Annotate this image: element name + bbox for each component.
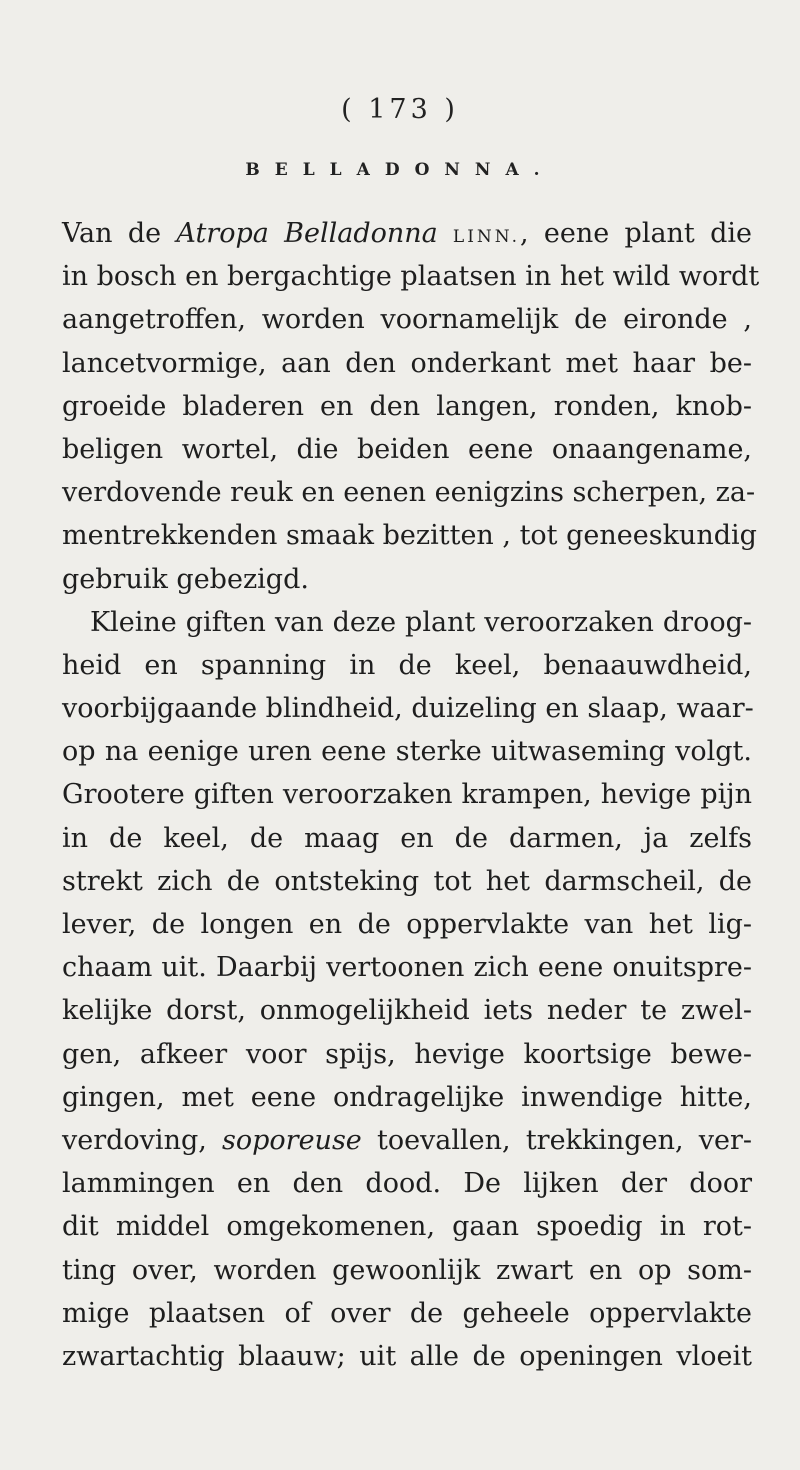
text-line: chaam uit. Daarbij vertoonen zich eene onuitspre-: [62, 952, 752, 984]
text-line: gingen, met eene ondragelijke inwendige hitte,: [62, 1081, 752, 1113]
text-line: Grootere giften veroorzaken krampen, hevige pijn: [62, 779, 752, 811]
text-line: dit middel omgekomenen, gaan spoedig in rot-: [62, 1211, 752, 1243]
text-line: zwartachtig blaauw; uit alle de openingen vloeit: [62, 1340, 752, 1372]
text-line: in bosch en bergachtige plaatsen in het wild wordt: [62, 261, 760, 293]
text-line: mentrekkenden smaak bezitten , tot geneeskundig: [62, 520, 757, 552]
text-line: heid en spanning in de keel, benaauwdheid,: [62, 649, 752, 681]
text-line: Kleine giften van deze plant veroorzaken droog-: [90, 606, 752, 638]
text-line: groeide bladeren en den langen, ronden, knob-: [62, 390, 752, 422]
text-line: gebruik gebezigd.: [62, 563, 309, 595]
text-line: mige plaatsen of over de geheele oppervlakte: [62, 1297, 752, 1329]
text-line: lever, de longen en de oppervlakte van het lig-: [62, 909, 752, 940]
text-line: voorbijgaande blindheid, duizeling en slaap, waar-: [62, 693, 754, 725]
text-line: gen, afkeer voor spijs, hevige koortsige bewe-: [62, 1038, 752, 1070]
section-heading: BELLADONNA.: [245, 160, 555, 180]
italic-term: soporeuse: [222, 1124, 362, 1156]
author-abbrev: LINN.: [437, 227, 520, 247]
text-line: op na eenige uren eene sterke uitwaseming volgt.: [62, 736, 752, 768]
text-line: ting over, worden gewoonlijk zwart en op som-: [62, 1254, 752, 1286]
page-number: ( 173 ): [341, 94, 459, 125]
text-line: lammingen en den dood. De lijken der door: [62, 1168, 752, 1200]
text-line: lancetvormige, aan den onderkant met haar be-: [62, 347, 752, 379]
text-line: beligen wortel, die beiden eene onaangename,: [62, 433, 752, 465]
text-line: kelijke dorst, onmogelijkheid iets neder te zwel-: [62, 995, 752, 1027]
text-line: verdoving, soporeuse toevallen, trekkingen, ver-: [62, 1124, 752, 1156]
text-line: strekt zich de ontsteking tot het darmscheil, de: [62, 865, 752, 897]
text-line: in de keel, de maag en de darmen, ja zelfs: [62, 822, 752, 854]
text-line: aangetroffen, worden voornamelijk de eironde ,: [62, 304, 752, 336]
text-line: verdovende reuk en eenen eenigzins scherpen, za-: [62, 477, 756, 509]
latin-name: Atropa Belladonna: [176, 218, 438, 249]
text-line: Van de Atropa Belladonna LINN., eene plant die: [62, 218, 753, 249]
body-text: [62, 212, 760, 1378]
